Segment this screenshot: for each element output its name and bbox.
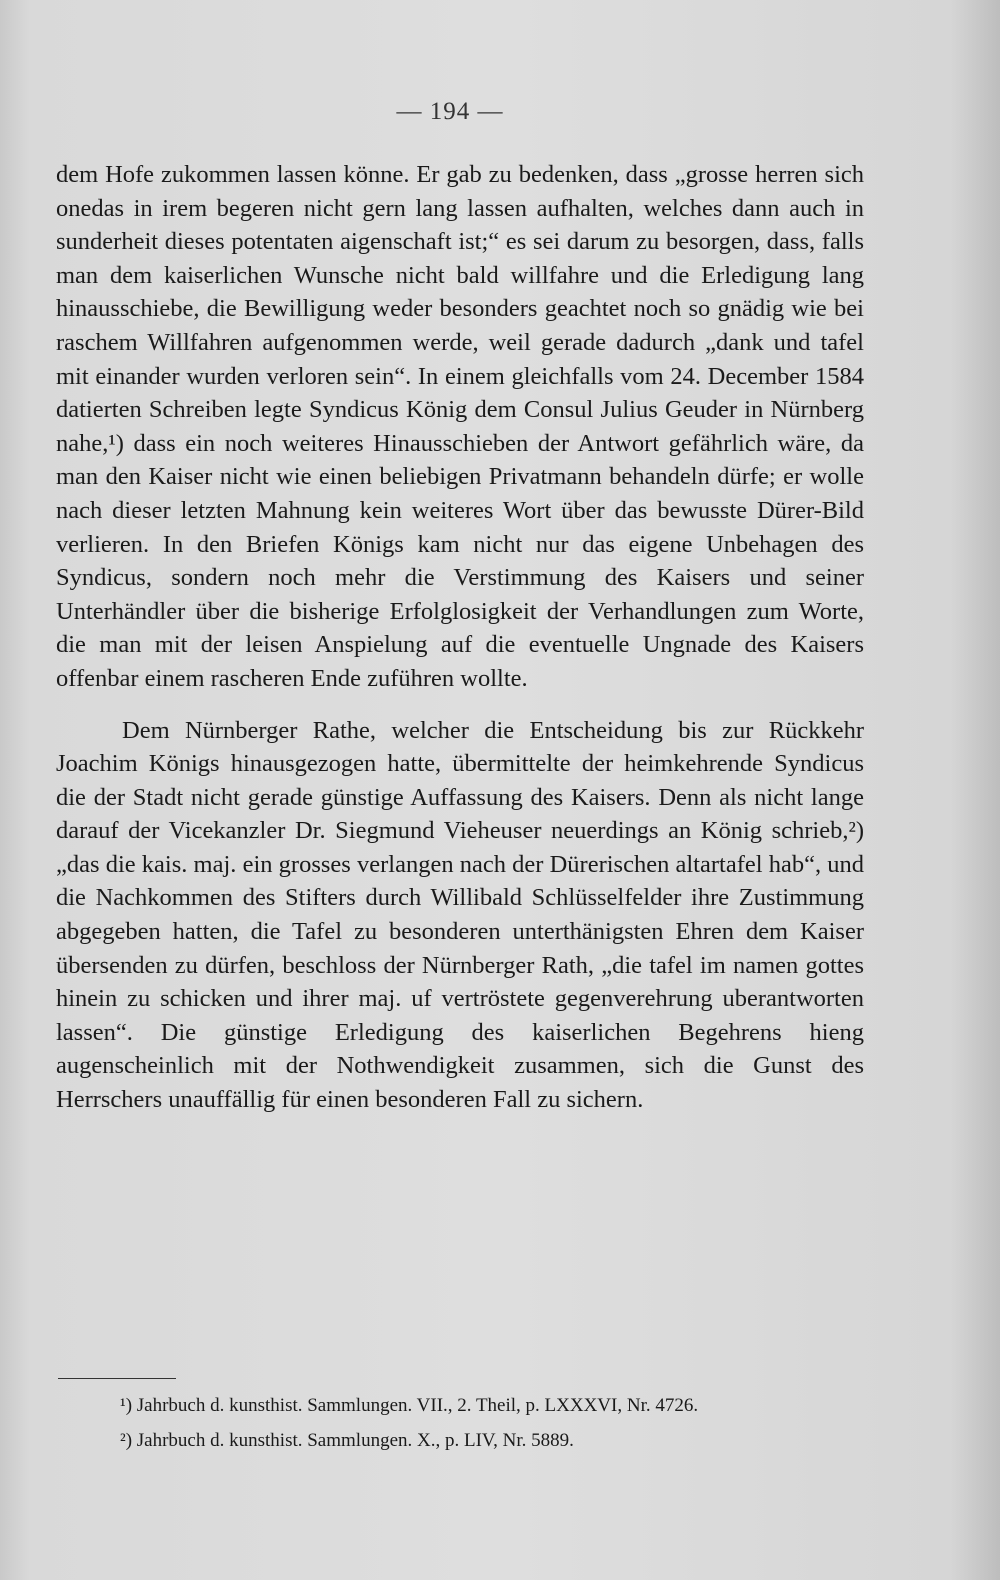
- paragraph: Dem Nürnberger Rathe, welcher die Entscheidung bis zur Rückkehr Joachim Königs hinausgezogen hatte, übermittelte der heimkehrende Syndicus die der Stadt nicht gerade günstige Auffassung des Kaisers. Denn als nicht lange darauf der Vicekanzler Dr. Siegmund Vieheuser neuerdings an König schrieb,²) „das die kais. maj. ein grosses verlangen nach der Dürerischen altartafel hab“, und die Nachkommen des Stifters durch Willibald Schlüsselfelder ihre Zustimmung abgegeben hatten, die Tafel zu besonderen unterthänigsten Ehren dem Kaiser übersenden zu dürfen, beschloss der Nürnberger Rath, „die tafel im namen gottes hinein zu schicken und ihrer maj. uf vertröstete gegenverehrung uberantworten lassen“. Die günstige Erledigung des kaiserlichen Begehrens hieng augenscheinlich mit der Nothwendigkeit zusammen, sich die Gunst des Herrschers unauffällig für einen besonderen Fall zu sichern.: [56, 716, 864, 1114]
- page-number: — 194 —: [396, 98, 504, 125]
- paragraph: dem Hofe zukommen lassen könne. Er gab zu bedenken, dass „grosse herren sich onedas in irem begeren nicht gern lang lassen aufhalten, welches dann auch in sunderheit dieses potentaten aigenschaft ist;“ es sei darum zu besorgen, dass, falls man dem kaiserlichen Wunsche nicht bald willfahre und die Erledigung lang hinausschiebe, die Bewilligung weder besonders geachtet noch so gnädig wie bei raschem Willfahren aufgenommen werde, weil gerade dadurch „dank und tafel mit einander wurden verloren sein“. In einem gleichfalls vom 24. December 1584 datierten Schreiben legte Syndicus König dem Consul Julius Geuder in Nürnberg nahe,¹) dass ein noch weiteres Hinausschieben der Antwort gefährlich wäre, da man den Kaiser nicht wie einen beliebigen Privatmann behandeln dürfe; er wolle nach dieser letzten Mahnung kein weiteres Wort über das bewusste Dürer-Bild verlieren. In den Briefen Königs kam nicht nur das eigene Unbehagen des Syndicus, sondern noch mehr die Verstimmung des Kaisers und seiner Unterhändler über die bisherige Erfolglosigkeit der Verhandlungen zum Worte, die man mit der leisen Anspielung auf die eventuelle Ungnade des Kaisers offenbar einem rascheren Ende zuführen wollte.: [56, 161, 864, 692]
- body-text: [56, 158, 864, 1117]
- footnotes: [58, 1393, 864, 1463]
- footnote-divider: [58, 1378, 176, 1379]
- footnote: ²) Jahrbuch d. kunsthist. Sammlungen. X., p. LIV, Nr. 5889.: [120, 1430, 574, 1451]
- footnote: ¹) Jahrbuch d. kunsthist. Sammlungen. VII., 2. Theil, p. LXXXVI, Nr. 4726.: [120, 1395, 699, 1416]
